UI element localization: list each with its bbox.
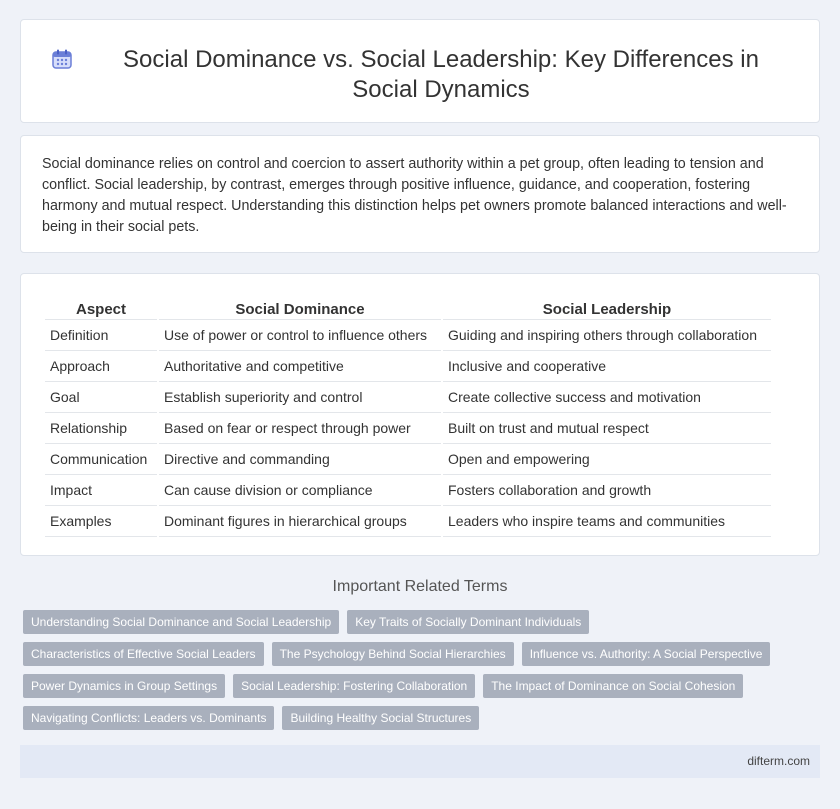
row-leadership: Fosters collaboration and growth — [443, 475, 771, 506]
row-dominance: Based on fear or respect through power — [159, 413, 441, 444]
related-term-tag[interactable]: Social Leadership: Fostering Collaboration — [233, 674, 475, 698]
footer — [20, 745, 820, 778]
related-term-tag[interactable]: Power Dynamics in Group Settings — [23, 674, 225, 698]
summary-card — [20, 135, 820, 253]
row-leadership: Inclusive and cooperative — [443, 351, 771, 382]
related-term-tag[interactable]: Navigating Conflicts: Leaders vs. Dominants — [23, 706, 274, 730]
table-row — [45, 444, 771, 475]
related-term-tag[interactable]: Influence vs. Authority: A Social Perspective — [522, 642, 771, 666]
related-term-tag[interactable]: The Psychology Behind Social Hierarchies — [272, 642, 514, 666]
table-row — [45, 413, 771, 444]
table-row — [45, 506, 771, 537]
related-terms-title: Important Related Terms — [332, 578, 508, 595]
row-aspect: Examples — [45, 506, 157, 537]
header-social-dominance: Social Dominance — [159, 296, 441, 320]
row-aspect: Communication — [45, 444, 157, 475]
row-dominance: Authoritative and competitive — [159, 351, 441, 382]
row-leadership: Built on trust and mutual respect — [443, 413, 771, 444]
row-dominance: Establish superiority and control — [159, 382, 441, 413]
row-aspect: Impact — [45, 475, 157, 506]
row-dominance: Directive and commanding — [159, 444, 441, 475]
related-term-tag[interactable]: Key Traits of Socially Dominant Individuals — [347, 610, 589, 634]
row-dominance: Can cause division or compliance — [159, 475, 441, 506]
row-leadership: Guiding and inspiring others through collaboration — [443, 320, 771, 351]
title-card — [20, 19, 820, 123]
row-dominance: Dominant figures in hierarchical groups — [159, 506, 441, 537]
row-leadership: Open and empowering — [443, 444, 771, 475]
row-aspect: Approach — [45, 351, 157, 382]
tag-row — [23, 706, 803, 730]
table-header-row — [45, 296, 771, 320]
row-aspect: Goal — [45, 382, 157, 413]
tag-row — [23, 610, 803, 634]
row-dominance: Use of power or control to influence others — [159, 320, 441, 351]
comparison-table-card — [20, 273, 820, 556]
header-social-leadership: Social Leadership — [443, 296, 771, 320]
related-terms-list — [23, 610, 803, 738]
tag-row — [23, 674, 803, 698]
table-row — [45, 320, 771, 351]
table-row — [45, 475, 771, 506]
comparison-table — [43, 296, 773, 537]
footer-site-link[interactable]: difterm.com — [747, 754, 810, 768]
table-row — [45, 382, 771, 413]
row-aspect: Definition — [45, 320, 157, 351]
header-aspect: Aspect — [45, 296, 157, 320]
related-term-tag[interactable]: Characteristics of Effective Social Leaders — [23, 642, 264, 666]
related-term-tag[interactable]: The Impact of Dominance on Social Cohesion — [483, 674, 743, 698]
related-term-tag[interactable]: Understanding Social Dominance and Social Leadership — [23, 610, 339, 634]
row-leadership: Create collective success and motivation — [443, 382, 771, 413]
row-aspect: Relationship — [45, 413, 157, 444]
row-leadership: Leaders who inspire teams and communities — [443, 506, 771, 537]
table-row — [45, 351, 771, 382]
summary-text: Social dominance relies on control and coercion to assert authority within a pet group, often leading to tension and conflict. Social leadership, by contrast, emerges through positive influence, guidance, and cooperation, fostering harmony and mutual respect. Understanding this distinction helps pet owners promote balanced interactions and well-being in their social pets. — [42, 156, 787, 235]
tag-row — [23, 642, 803, 666]
related-term-tag[interactable]: Building Healthy Social Structures — [282, 706, 479, 730]
page-title: Social Dominance vs. Social Leadership: Key Differences in Social Dynamics — [123, 46, 759, 103]
